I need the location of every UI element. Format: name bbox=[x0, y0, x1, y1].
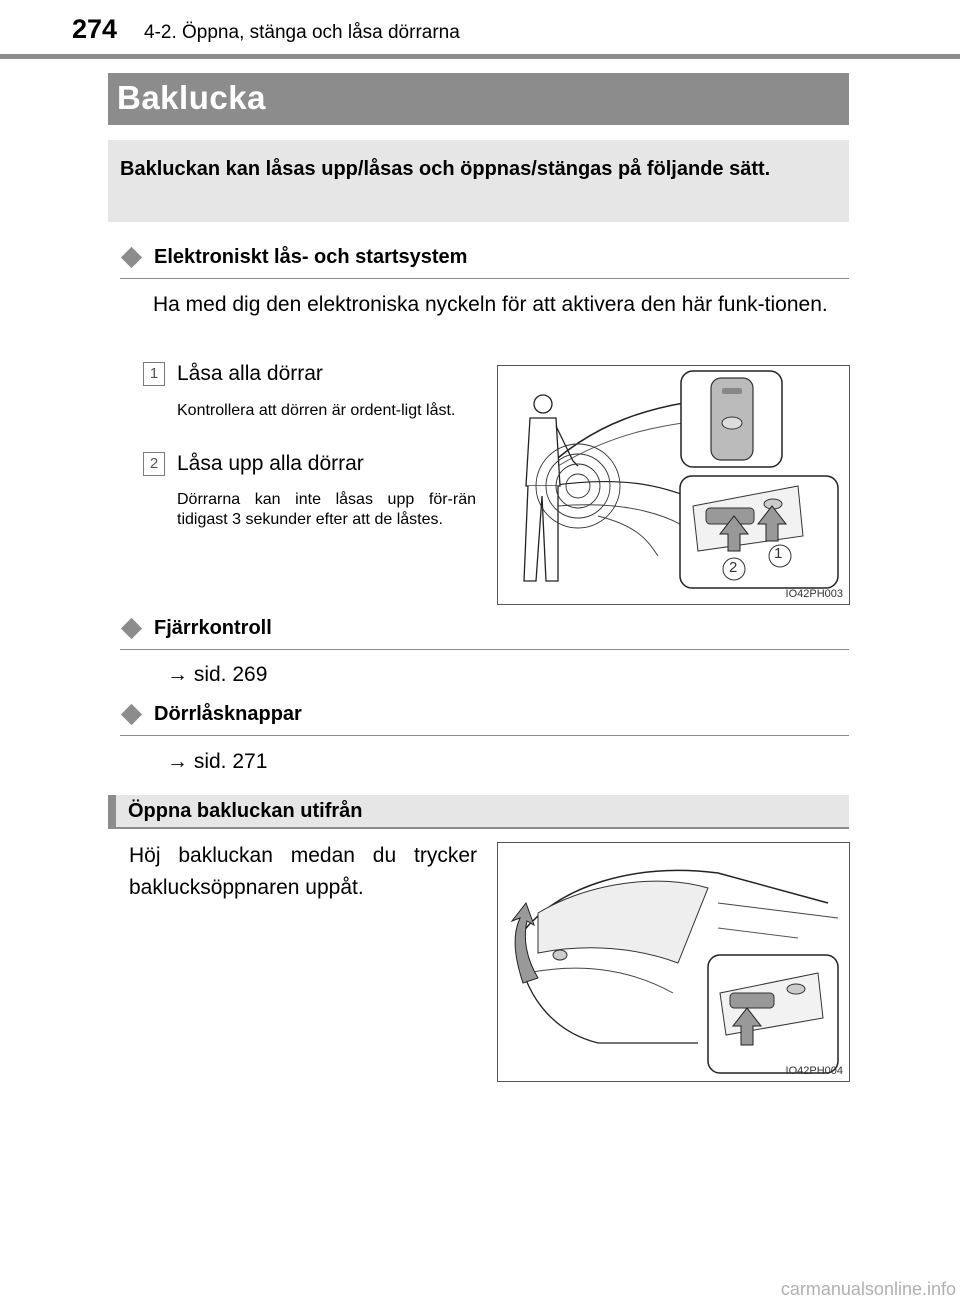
section-title: Baklucka bbox=[117, 79, 266, 116]
door-buttons-page-ref[interactable]: → sid. 271 bbox=[167, 750, 268, 773]
diamond-bullet-icon bbox=[121, 618, 142, 639]
open-outside-bar bbox=[108, 795, 849, 829]
subheading-electronic bbox=[120, 248, 849, 279]
item-1-title: Låsa alla dörrar bbox=[177, 362, 323, 385]
figure-code-1: IO42PH003 bbox=[785, 588, 843, 600]
figure-smart-key-lock bbox=[497, 365, 850, 605]
open-trunk-illustration bbox=[498, 843, 849, 1081]
diamond-bullet-icon bbox=[121, 704, 142, 725]
subheading-door-buttons-label: Dörrlåsknappar bbox=[154, 703, 302, 725]
figure-open-trunk bbox=[497, 842, 850, 1082]
figure-code-2: IO42PH004 bbox=[785, 1065, 843, 1077]
subheading-remote bbox=[120, 619, 849, 650]
subheading-electronic-label: Elektroniskt lås- och startsystem bbox=[154, 246, 468, 268]
intro-box bbox=[108, 140, 849, 222]
page-number: 274 bbox=[72, 14, 118, 44]
watermark: carmanualsonline.info bbox=[780, 1279, 956, 1299]
diamond-bullet-icon bbox=[121, 247, 142, 268]
item-2-title: Låsa upp alla dörrar bbox=[177, 452, 364, 475]
remote-page-ref[interactable]: → sid. 269 bbox=[167, 663, 268, 686]
open-outside-heading: Öppna bakluckan utifrån bbox=[128, 800, 363, 822]
figure-label-2: 2 bbox=[729, 559, 738, 576]
open-outside-text: Höj bakluckan medan du trycker baklucksöppnaren uppåt. bbox=[129, 844, 477, 899]
item-1-number: 1 bbox=[143, 362, 165, 386]
item-1-note: Kontrollera att dörren är ordent-ligt låst. bbox=[177, 402, 456, 419]
subheading-remote-label: Fjärrkontroll bbox=[154, 617, 272, 639]
figure-label-1: 1 bbox=[774, 545, 783, 562]
section-title-bar bbox=[108, 73, 849, 125]
subheading-door-buttons bbox=[120, 705, 849, 736]
item-2-note: Dörrarna kan inte låsas upp för-rän tidigast 3 sekunder efter att de låstes. bbox=[177, 491, 476, 528]
intro-text: Bakluckan kan låsas upp/låsas och öppnas/stängas på följande sätt. bbox=[120, 158, 771, 180]
electronic-text: Ha med dig den elektroniska nyckeln för att aktivera den här funk-tionen. bbox=[153, 293, 828, 316]
chapter-title: 4-2. Öppna, stänga och låsa dörrarna bbox=[144, 22, 460, 43]
smart-key-lock-illustration bbox=[498, 366, 849, 604]
item-2-number: 2 bbox=[143, 452, 165, 476]
header-rule bbox=[0, 54, 960, 59]
